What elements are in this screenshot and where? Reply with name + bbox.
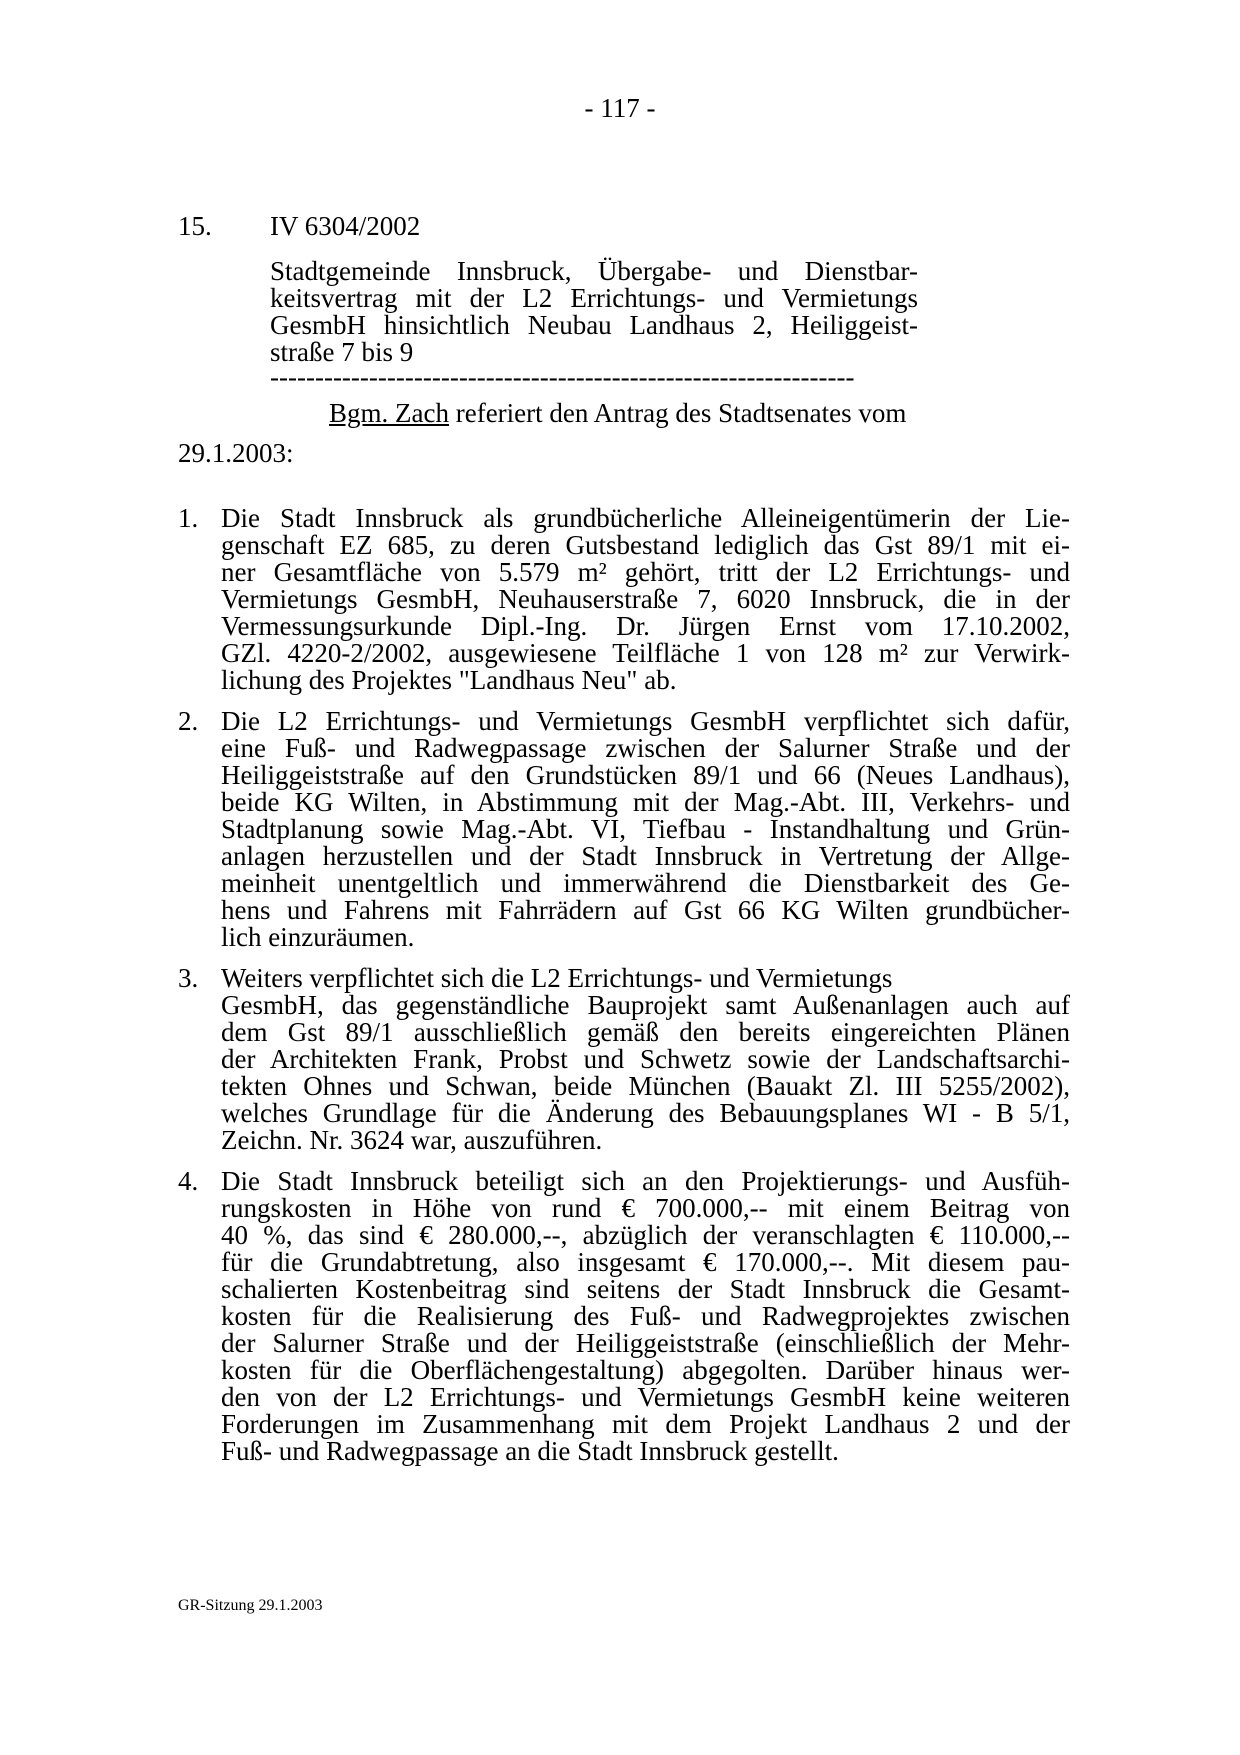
case-number: IV 6304/2002 bbox=[270, 211, 421, 241]
point-line: beide KG Wilten, in Abstimmung mit der Mag.-Abt. III, Verkehrs- und bbox=[221, 787, 1070, 817]
point-number: 4. bbox=[178, 1166, 199, 1196]
subject-line: Stadtgemeinde Innsbruck, Übergabe- und Dienstbar- bbox=[270, 256, 918, 286]
page-number: - 117 - bbox=[584, 93, 656, 123]
point-line: lich einzuräumen. bbox=[221, 922, 415, 952]
motion-points bbox=[178, 505, 1070, 1479]
point-line: genschaft EZ 685, zu deren Gutsbestand lediglich das Gst 89/1 mit ei- bbox=[221, 530, 1070, 560]
point-line: Die Stadt Innsbruck als grundbücherliche Alleineigentümerin der Lie- bbox=[221, 503, 1070, 533]
intro-date: 29.1.2003: bbox=[178, 438, 294, 468]
point-line: Heiliggeiststraße auf den Grundstücken 89/1 und 66 (Neues Landhaus), bbox=[221, 760, 1070, 790]
point-line: ner Gesamtfläche von 5.579 m² gehört, tritt der L2 Errichtungs- und bbox=[221, 557, 1070, 587]
point-number: 2. bbox=[178, 706, 199, 736]
footer-session: GR-Sitzung 29.1.2003 bbox=[178, 1597, 323, 1614]
speaker-name: Bgm. Zach bbox=[329, 398, 449, 428]
point-line: schalierten Kostenbeitrag sind seitens der Stadt Innsbruck die Gesamt- bbox=[221, 1274, 1070, 1304]
point-number: 1. bbox=[178, 503, 199, 533]
point-line: Vermessungsurkunde Dipl.-Ing. Dr. Jürgen Ernst vom 17.10.2002, bbox=[221, 611, 1070, 641]
point-line: tekten Ohnes und Schwan, beide München (Bauakt Zl. III 5255/2002), bbox=[221, 1071, 1070, 1101]
point-line: anlagen herzustellen und der Stadt Innsbruck in Vertretung der Allge- bbox=[221, 841, 1070, 871]
subject-line: keitsvertrag mit der L2 Errichtungs- und Vermietungs bbox=[270, 283, 918, 313]
point-line: GZl. 4220-2/2002, ausgewiesene Teilfläche 1 von 128 m² zur Verwirk- bbox=[221, 638, 1070, 668]
point-line: dem Gst 89/1 ausschließlich gemäß den bereits eingereichten Plänen bbox=[221, 1017, 1070, 1047]
point-line: Die L2 Errichtungs- und Vermietungs GesmbH verpflichtet sich dafür, bbox=[221, 706, 1070, 736]
point-line: Stadtplanung sowie Mag.-Abt. VI, Tiefbau - Instandhaltung und Grün- bbox=[221, 814, 1070, 844]
intro-text: referiert den Antrag des Stadtsenates vom bbox=[448, 398, 907, 428]
agenda-item-subject bbox=[270, 258, 918, 366]
agenda-item-number: 15. bbox=[178, 211, 212, 241]
point-line: Fuß- und Radwegpassage an die Stadt Innsbruck gestellt. bbox=[221, 1436, 839, 1466]
point-line: lichung des Projektes "Landhaus Neu" ab. bbox=[221, 665, 677, 695]
point-line: Vermietungs GesmbH, Neuhauserstraße 7, 6020 Innsbruck, die in der bbox=[221, 584, 1070, 614]
point-line: für die Grundabtretung, also insgesamt € 170.000,--. Mit diesem pau- bbox=[221, 1247, 1070, 1277]
motion-intro bbox=[329, 400, 906, 427]
point-line: der Architekten Frank, Probst und Schwetz sowie der Landschaftsarchi- bbox=[221, 1044, 1070, 1074]
point-line: eine Fuß- und Radwegpassage zwischen der Salurner Straße und der bbox=[221, 733, 1070, 763]
point-line: welches Grundlage für die Änderung des Bebauungsplanes WI - B 5/1, bbox=[221, 1098, 1070, 1128]
point-line: den von der L2 Errichtungs- und Vermietungs GesmbH keine weiteren bbox=[221, 1382, 1070, 1412]
point-line: rungskosten in Höhe von rund € 700.000,-- mit einem Beitrag von bbox=[221, 1193, 1070, 1223]
motion-point bbox=[178, 708, 1070, 951]
motion-point bbox=[178, 965, 1070, 1154]
subject-line: GesmbH hinsichtlich Neubau Landhaus 2, Heiliggeist- bbox=[270, 310, 918, 340]
separator-line: ----------------------------------------------------------------- bbox=[270, 362, 855, 392]
point-line: 40 %, das sind € 280.000,--, abzüglich der veranschlagten € 110.000,-- bbox=[221, 1220, 1070, 1250]
point-line: kosten für die Realisierung des Fuß- und Radwegprojektes zwischen bbox=[221, 1301, 1070, 1331]
point-line: kosten für die Oberflächengestaltung) abgegolten. Darüber hinaus wer- bbox=[221, 1355, 1070, 1385]
motion-point bbox=[178, 1168, 1070, 1465]
point-line: hens und Fahrens mit Fahrrädern auf Gst 66 KG Wilten grundbücher- bbox=[221, 895, 1070, 925]
point-line: GesmbH, das gegenständliche Bauprojekt samt Außenanlagen auch auf bbox=[221, 990, 1070, 1020]
point-line: Die Stadt Innsbruck beteiligt sich an den Projektierungs- und Ausfüh- bbox=[221, 1166, 1070, 1196]
point-line: meinheit unentgeltlich und immerwährend die Dienstbarkeit des Ge- bbox=[221, 868, 1070, 898]
point-line: der Salurner Straße und der Heiliggeiststraße (einschließlich der Mehr- bbox=[221, 1328, 1070, 1358]
point-number: 3. bbox=[178, 963, 199, 993]
motion-point bbox=[178, 505, 1070, 694]
point-line: Weiters verpflichtet sich die L2 Errichtungs- und Vermietungs bbox=[221, 963, 893, 993]
subject-line: straße 7 bis 9 bbox=[270, 337, 414, 367]
point-line: Forderungen im Zusammenhang mit dem Projekt Landhaus 2 und der bbox=[221, 1409, 1070, 1439]
point-line: Zeichn. Nr. 3624 war, auszuführen. bbox=[221, 1125, 603, 1155]
